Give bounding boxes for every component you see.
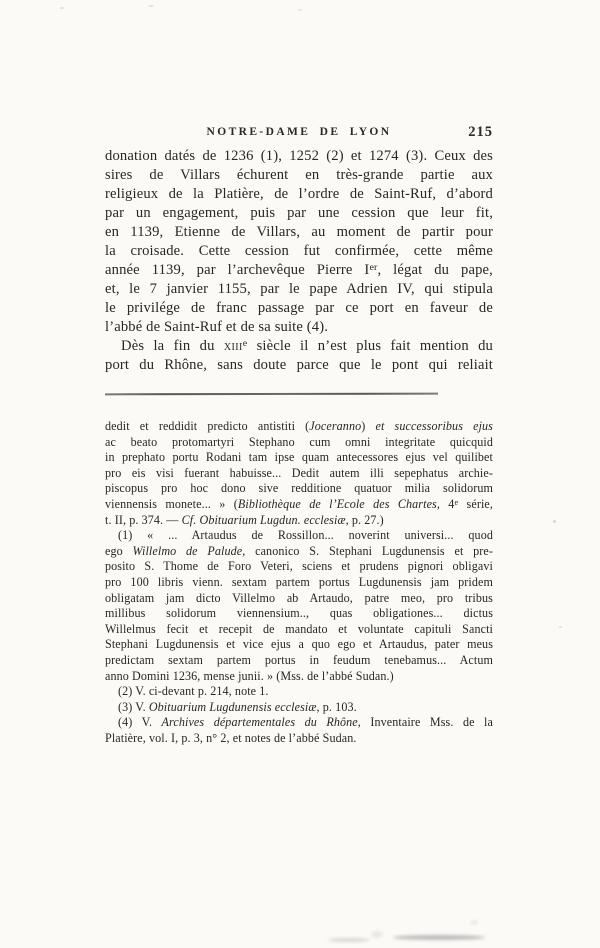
text-segment: (3) V.	[118, 699, 149, 714]
text-line	[105, 419, 493, 435]
scan-smudge	[328, 938, 370, 942]
text-line	[105, 637, 493, 653]
text-line	[105, 653, 493, 669]
text-line	[105, 242, 493, 261]
text-segment: , canonico S. Stephani Lugdunensis et pre-	[242, 543, 493, 558]
text-segment: anno Domini 1236, mense junii. » (Mss. de l’abbé Sudan.)	[105, 668, 394, 683]
text-line	[105, 715, 493, 731]
text-segment: siècle il n’est plus fait mention du	[247, 338, 493, 354]
text-segment: e	[242, 337, 248, 349]
text-line	[105, 669, 493, 685]
text-segment: la croisade. Cette cession fut confirmée, cette même	[105, 243, 493, 259]
text-segment: ego	[105, 543, 133, 558]
text-segment: piscopus pro hoc dono sive redditione quatuor milia solidorum	[105, 481, 493, 496]
text-segment: en 1139, Etienne de Villars, au moment de partir pour	[105, 224, 493, 240]
scan-smudge	[371, 931, 383, 938]
text-line	[105, 559, 493, 575]
scan-speck	[559, 626, 562, 628]
text-segment: et, le 7 janvier 1155, par le pape Adrien IV, qui stipula	[105, 281, 493, 297]
text-block	[105, 684, 493, 700]
scan-smudge	[470, 920, 478, 925]
text-line	[105, 223, 493, 242]
text-line	[105, 497, 493, 513]
text-line	[105, 204, 493, 223]
text-segment: religieux de la Platière, de l’ordre de Saint-Ruf, d’abord	[105, 186, 493, 202]
text-block	[105, 337, 493, 375]
text-segment: , Inventaire Mss. de la	[357, 715, 493, 730]
text-line	[105, 337, 493, 356]
text-segment: , 4	[436, 496, 455, 511]
text-segment: et successoribus ejus	[375, 419, 493, 433]
text-segment: Cf. Obituarium Lugdun. ecclesiæ	[181, 512, 346, 527]
text-line	[105, 606, 493, 622]
text-line	[105, 318, 493, 337]
text-block	[105, 147, 493, 337]
text-line	[105, 528, 493, 544]
text-segment: Willelmo de Palude	[132, 543, 243, 558]
scan-speck	[148, 5, 154, 7]
text-segment: Archives départementales du Rhône	[161, 715, 358, 730]
text-segment: posito S. Thome de Foro Veteri, sciens et prudens pignori obligavi	[105, 559, 493, 574]
text-line	[105, 261, 493, 280]
text-segment: , légat du pape,	[377, 262, 493, 278]
text-line	[105, 731, 493, 747]
text-line	[105, 591, 493, 607]
text-segment: obligatam jam dicto Villelmo ab Artaudo, patre meo, pro tribus	[105, 590, 493, 605]
text-segment: ac beato protomartyri Stephano cum omni integritate quicquid	[105, 434, 493, 449]
scan-speck	[553, 520, 556, 523]
footnote-separator-rule	[105, 393, 438, 396]
text-segment: port du Rhône, sans doute parce que le pont qui reliait	[105, 357, 493, 373]
text-segment: millibus solidorum viennensium.., quas obligationes... dictus	[105, 606, 493, 621]
text-line	[105, 622, 493, 638]
running-header	[105, 126, 493, 144]
text-line	[105, 280, 493, 299]
text-line	[105, 147, 493, 166]
text-segment: viennensis monete... » (	[105, 496, 238, 511]
text-segment: Stephani Lugdunensis et vice ejus a quo ego et Artaudus, pater meus	[105, 637, 493, 652]
text-segment: in prephato portu Rodani tam ipse quam antecessores ejus vel quilibet	[105, 450, 493, 465]
text-line	[105, 684, 493, 700]
text-segment: )	[361, 419, 376, 433]
text-segment: Bibliothèque de l’Ecole des Chartes	[237, 496, 437, 511]
text-line	[105, 450, 493, 466]
text-line	[105, 356, 493, 375]
text-segment: predictam sextam partem portus in feudum tenebamus... Actum	[105, 652, 493, 667]
text-line	[105, 466, 493, 482]
text-segment: l’abbé de Saint-Ruf et de sa suite (4).	[105, 319, 329, 335]
text-block	[105, 419, 493, 528]
text-segment: sires de Villars échurent en très-grande partie aux	[105, 167, 493, 183]
text-segment: e	[454, 497, 459, 507]
text-segment: pro eis visi fuerant habuisse... Dedit autem illi sepephatus archie-	[105, 465, 493, 480]
text-line	[105, 166, 493, 185]
text-line	[105, 185, 493, 204]
main-text	[105, 147, 493, 375]
text-segment: par un engagement, puis par une cession que leur fit,	[105, 205, 493, 221]
scan-speck	[60, 7, 64, 9]
text-segment: le privilége de franc passage par ce port en faveur de	[105, 300, 493, 316]
text-segment: pro 100 libris vienn. sextam partem portus Lugdunensis jam pridem	[105, 574, 493, 589]
text-line	[105, 481, 493, 497]
page-number: 215	[468, 124, 493, 140]
text-line	[105, 299, 493, 318]
text-line	[105, 435, 493, 451]
text-line	[105, 513, 493, 529]
text-segment: , p. 103.	[316, 699, 357, 714]
text-segment: série,	[458, 496, 493, 511]
text-block	[105, 528, 493, 684]
header-title: NOTRE-DAME DE LYON	[206, 126, 392, 138]
scan-speck	[298, 9, 302, 11]
text-segment: , p. 27.)	[345, 512, 384, 527]
scan-smudge	[393, 935, 485, 940]
footnotes	[105, 419, 493, 746]
text-block	[105, 715, 493, 746]
text-segment: (4) V.	[118, 715, 162, 730]
text-segment: Obituarium Lugdunensis ecclesiæ	[148, 699, 317, 714]
text-segment: (1) « ... Artaudus de Rossillon... noverint universi... quod	[118, 528, 493, 543]
text-segment: donation datés de 1236 (1), 1252 (2) et 1274 (3). Ceux des	[105, 148, 493, 164]
text-line	[105, 700, 493, 716]
text-segment: (2) V. ci-devant p. 214, note 1.	[118, 684, 269, 699]
text-segment: Platière, vol. I, p. 3, n° 2, et notes de l’abbé Sudan.	[105, 730, 357, 745]
text-segment: Dès la fin du	[121, 338, 224, 354]
text-line	[105, 575, 493, 591]
text-segment: Joceranno	[309, 419, 362, 433]
text-block	[105, 700, 493, 716]
text-line	[105, 544, 493, 560]
text-segment: t. II, p. 374. —	[105, 512, 182, 527]
text-segment: xiii	[223, 338, 243, 354]
text-segment: dedit et reddidit predicto antistiti (	[105, 419, 310, 433]
text-segment: Willelmus fecit et recepit de mandato et voluntate capituli Sancti	[105, 621, 493, 636]
text-segment: er	[369, 261, 378, 273]
text-segment: année 1139, par l’archevêque Pierre I	[105, 262, 370, 278]
